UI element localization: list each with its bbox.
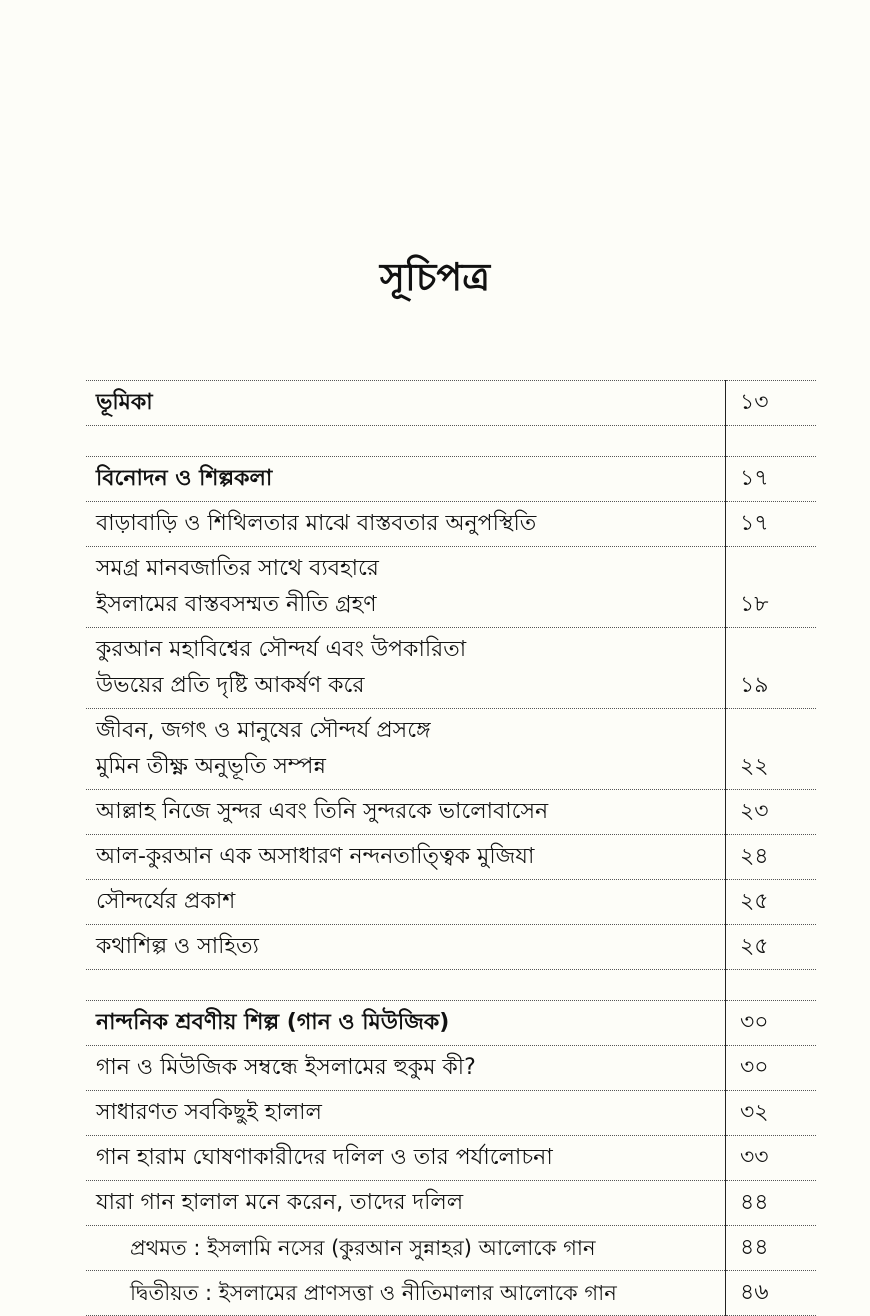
toc-entry-title — [86, 502, 726, 547]
toc-page-number: ১৯ — [726, 628, 817, 709]
toc-spacer-cell — [726, 970, 817, 1001]
toc-spacer-row — [86, 426, 816, 457]
toc-entry-title-line: মুমিন তীক্ষ্ণ অনুভূতি সম্পন্ন — [96, 754, 326, 779]
toc-entry-title-line: আল্লাহ নিজে সুন্দর এবং তিনি সুন্দরকে ভালোবাসেন — [96, 799, 549, 824]
toc-entry-title-line: ইসলামের বাস্তবসম্মত নীতি গ্রহণ — [96, 592, 377, 617]
toc-entry-title — [86, 880, 726, 925]
toc-entry-title-line: উভয়ের প্রতি দৃষ্টি আকর্ষণ করে — [96, 673, 365, 698]
toc-spacer-cell — [86, 426, 726, 457]
toc-page-number: ১৩ — [726, 381, 817, 426]
toc-row — [86, 1181, 816, 1226]
toc-spacer-cell — [86, 970, 726, 1001]
toc-page-number: ১৭ — [726, 502, 817, 547]
toc-row — [86, 457, 816, 502]
table-of-contents — [86, 380, 816, 1316]
toc-entry-title — [86, 1046, 726, 1091]
toc-row — [86, 880, 816, 925]
toc-entry-title-line: সমগ্র মানবজাতির সাথে ব্যবহারে — [96, 556, 379, 581]
toc-spacer-cell — [726, 426, 817, 457]
toc-page-number: ৪৪ — [726, 1181, 817, 1226]
toc-row — [86, 1226, 816, 1271]
toc-page-number: ৩০ — [726, 1001, 817, 1046]
toc-entry-title — [86, 925, 726, 970]
toc-entry-title-line: সৌন্দর্যের প্রকাশ — [96, 889, 236, 914]
toc-entry-title-line: বাড়াবাড়ি ও শিথিলতার মাঝে বাস্তবতার অনুপস্থিতি — [96, 511, 537, 536]
toc-entry-title — [86, 1226, 726, 1271]
toc-entry-title-line: ভূমিকা — [96, 390, 153, 415]
toc-entry-title — [86, 835, 726, 880]
toc-entry-title-line: দ্বিতীয়ত : ইসলামের প্রাণসত্তা ও নীতিমালার আলোকে গান — [130, 1281, 617, 1305]
toc-page-number: ৩০ — [726, 1046, 817, 1091]
toc-entry-title — [86, 381, 726, 426]
toc-page-number: ১৮ — [726, 547, 817, 628]
toc-row — [86, 1136, 816, 1181]
toc-entry-title-line: নান্দনিক শ্রবণীয় শিল্প (গান ও মিউজিক) — [96, 1010, 450, 1035]
toc-page-number: ৪৬ — [726, 1271, 817, 1316]
toc-row — [86, 1271, 816, 1316]
toc-entry-title-line: প্রথমত : ইসলামি নসের (কুরআন সুন্নাহর) আলোকে গান — [130, 1236, 596, 1260]
toc-page-number: ৩৩ — [726, 1136, 817, 1181]
toc-row — [86, 628, 816, 709]
toc-entry-title — [86, 1001, 726, 1046]
toc-entry-title — [86, 1181, 726, 1226]
toc-row — [86, 1046, 816, 1091]
toc-entry-title — [86, 1136, 726, 1181]
toc-spacer-row — [86, 970, 816, 1001]
toc-entry-title — [86, 628, 726, 709]
toc-page-number: ২৪ — [726, 835, 817, 880]
toc-entry-title-line: বিনোদন ও শিল্পকলা — [96, 466, 273, 491]
toc-row — [86, 381, 816, 426]
toc-entry-title-line: যারা গান হালাল মনে করেন, তাদের দলিল — [96, 1190, 464, 1215]
toc-row — [86, 547, 816, 628]
toc-page-number: ৩২ — [726, 1091, 817, 1136]
toc-entry-title-line: কুরআন মহাবিশ্বের সৌন্দর্য এবং উপকারিতা — [96, 637, 467, 662]
toc-row — [86, 502, 816, 547]
toc-entry-title — [86, 1271, 726, 1316]
toc-row — [86, 1001, 816, 1046]
toc-row — [86, 790, 816, 835]
toc-page-number: ২৩ — [726, 790, 817, 835]
toc-entry-title-line: আল-কুরআন এক অসাধারণ নন্দনতাত্ত্বিক মুজিযা — [96, 844, 535, 869]
toc-entry-title — [86, 547, 726, 628]
toc-entry-title-line: গান ও মিউজিক সম্বন্ধে ইসলামের হুকুম কী? — [96, 1055, 476, 1080]
toc-entry-title — [86, 1091, 726, 1136]
toc-entry-title — [86, 790, 726, 835]
toc-entry-title-line: কথাশিল্প ও সাহিত্য — [96, 934, 259, 959]
toc-entry-title — [86, 457, 726, 502]
toc-entry-title-line: সাধারণত সবকিছুই হালাল — [96, 1100, 322, 1125]
toc-page-number: ২৫ — [726, 925, 817, 970]
toc-entry-title-line: জীবন, জগৎ ও মানুষের সৌন্দর্য প্রসঙ্গে — [96, 718, 431, 743]
toc-row — [86, 925, 816, 970]
toc-entry-title-line: গান হারাম ঘোষণাকারীদের দলিল ও তার পর্যালোচনা — [96, 1145, 553, 1170]
toc-page-number: ২৫ — [726, 880, 817, 925]
toc-row — [86, 835, 816, 880]
toc-row — [86, 709, 816, 790]
toc-row — [86, 1091, 816, 1136]
toc-page-number: ১৭ — [726, 457, 817, 502]
page-title: সূচিপত্র — [379, 255, 491, 299]
toc-entry-title — [86, 709, 726, 790]
toc-page-number: ৪৪ — [726, 1226, 817, 1271]
toc-page-number: ২২ — [726, 709, 817, 790]
